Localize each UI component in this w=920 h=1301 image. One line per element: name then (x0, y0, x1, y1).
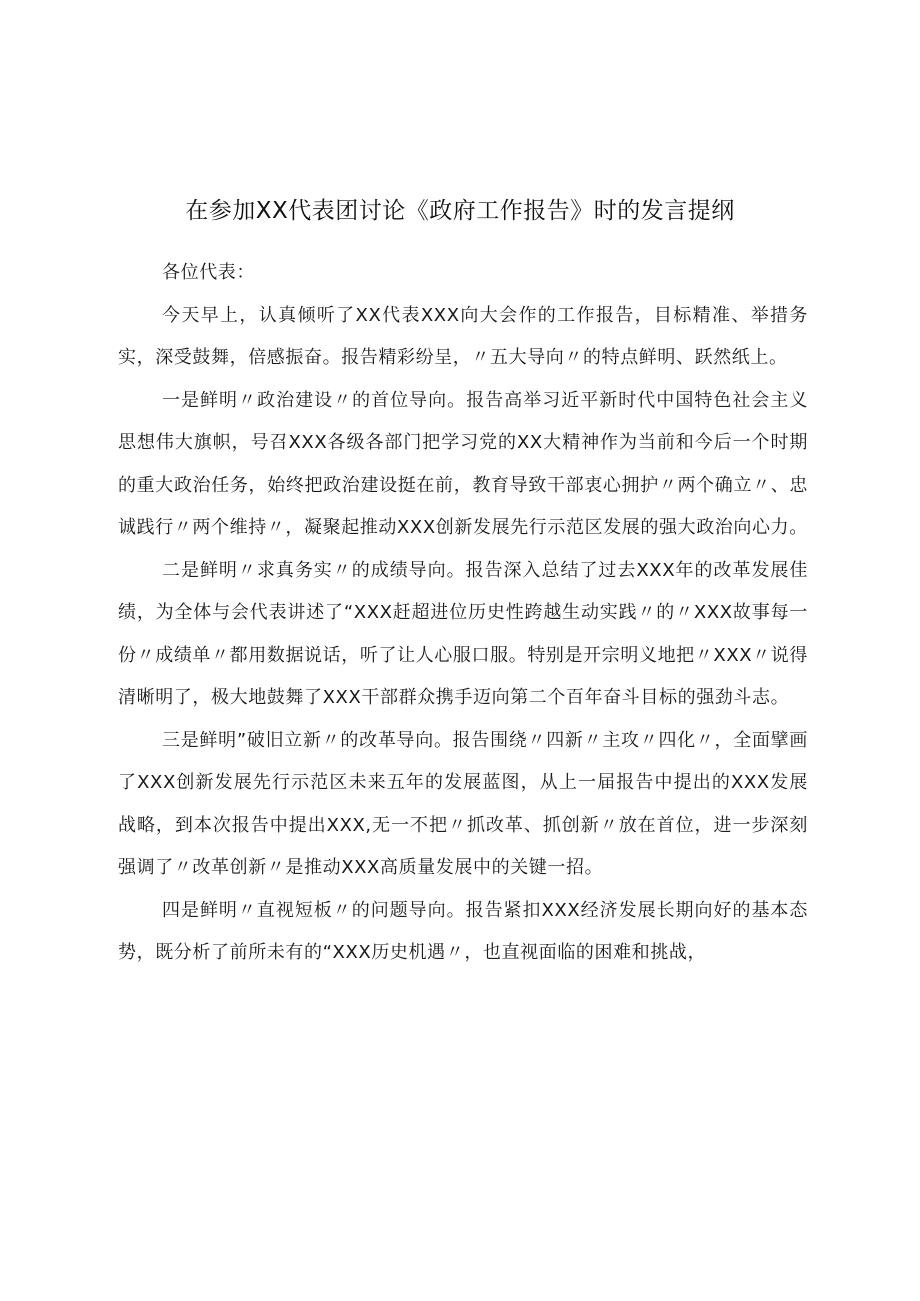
paragraph-point-3: 三是鲜明”破旧立新〃的改革导向。报告围绕〃四新〃主攻〃四化〃，全面擘画了XXX创新发展先行示范区未来五年的发展蓝图，从上一届报告中提出的XXX发展战略，到本次报告中提出XXX,无一不把〃抓改革、抓创新〃放在首位，进一步深刻强调了〃改革创新〃是推动XXX高质量发展中的关键一招。 (118, 729, 808, 878)
paragraph-point-2: 二是鲜明〃求真务实〃的成绩导向。报告深入总结了过去XXX年的改革发展佳绩，为全体与会代表讲述了“XXX赶超进位历史性跨越生动实践〃的〃XXX故事每一份〃成绩单〃都用数据说话，听了让人心服口服。特别是开宗明义地把〃XXX〃说得清晰明了，极大地鼓舞了XXX干部群众携手迈向第二个百年奋斗目标的强劲斗志。 (118, 559, 808, 708)
paragraph-intro: 今天早上，认真倾听了XX代表XXX向大会作的工作报告，目标精准、举措务实，深受鼓舞，倍感振奋。报告精彩纷呈，〃五大导向〃的特点鲜明、跃然纸上。 (118, 304, 808, 368)
paragraph-point-4: 四是鲜明〃直视短板〃的问题导向。报告紧扣XXX经济发展长期向好的基本态势，既分析了前所未有的“XXX历史机遇〃，也直视面临的困难和挑战， (118, 899, 808, 963)
document-body (118, 252, 808, 975)
document-title: 在参加XX代表团讨论《政府工作报告》时的发言提纲 (185, 198, 735, 224)
paragraph-salutation: 各位代表： (162, 262, 255, 283)
paragraph-point-1: 一是鲜明〃政治建设〃的首位导向。报告高举习近平新时代中国特色社会主义思想伟大旗帜，号召XXX各级各部门把学习党的XX大精神作为当前和今后一个时期的重大政治任务，始终把政治建设挺在前，教育导致干部衷心拥护〃两个确立〃、忠诚践行〃两个维持〃，凝聚起推动XXX创新发展先行示范区发展的强大政治向心力。 (118, 389, 808, 538)
